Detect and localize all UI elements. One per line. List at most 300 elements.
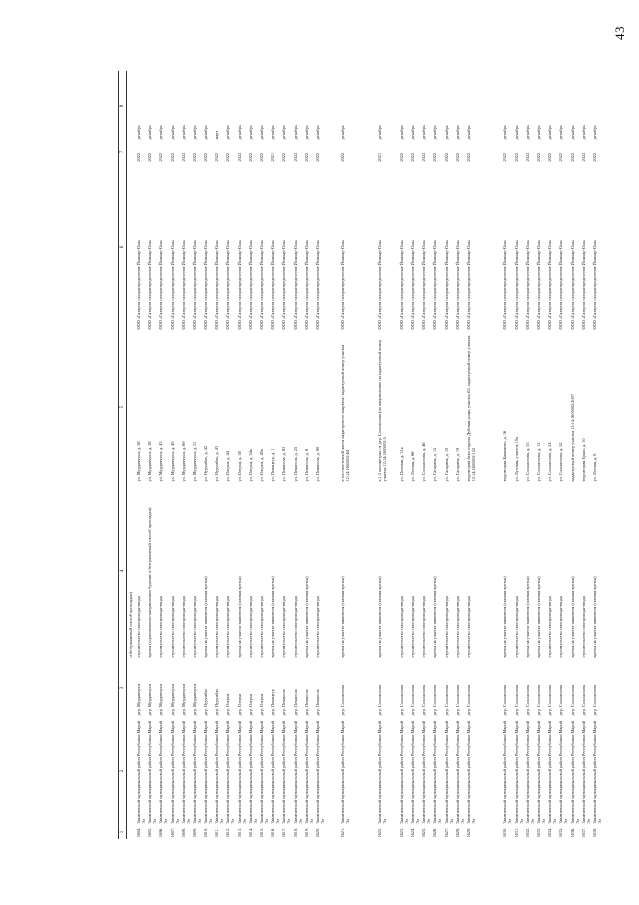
address-cell: ул. Пемасола, д. 25 — [292, 446, 298, 482]
customer-cell: ООО «Газпром газораспределение Йошкар-Ола» — [410, 239, 416, 330]
table-row — [147, 71, 158, 839]
year-cell: 2021 — [270, 152, 276, 162]
district-cell: Завитинский муниципальный район Республики Марий Эл — [502, 721, 513, 824]
year-cell: 2022 — [292, 152, 298, 162]
address-cell: ул. Озерки, д. 54а — [247, 449, 253, 482]
customer-cell: ООО «Газпром газораспределение Йошкар-Ола» — [443, 239, 449, 330]
district-cell: Завитинский муниципальный район Республики Марий Эл — [180, 721, 191, 824]
customer-cell: ООО «Газпром газораспределение Йошкар-Ола» — [314, 239, 320, 330]
year-cell: 2022 — [535, 152, 541, 162]
table-row — [203, 71, 214, 839]
customer-cell: ООО «Газпром газораспределение Йошкар-Ола» — [236, 239, 242, 330]
period-cell: декабрь — [513, 125, 519, 140]
row-number: 1615. — [259, 827, 265, 838]
table-row — [569, 71, 580, 839]
year-cell: 2022 — [443, 152, 449, 162]
address-cell: ул. Мурданчуки, д. 58 — [135, 441, 141, 482]
address-cell: территория Ерши, д. 10 — [580, 438, 586, 482]
locality-cell: дер. Озерки — [236, 693, 242, 716]
row-spacer — [326, 71, 340, 839]
address-cell: ул. Сольмолова, д. 12 — [535, 442, 541, 482]
row-number: 1605. — [147, 827, 153, 838]
row-number: 1634. — [547, 827, 553, 838]
customer-cell: ООО «Газпром газораспределение Йошкар-Ола» — [502, 239, 508, 330]
column-header: 1 — [119, 825, 127, 839]
locality-cell: дер. Мурданчуки — [135, 684, 141, 716]
address-cell: ул. Нурумбал, д. 42 — [203, 446, 209, 482]
customer-cell: ООО «Газпром газораспределение Йошкар-Ола» — [591, 239, 597, 330]
work-type-cell: врезка на участке заявителя (газовая врезка) — [376, 576, 382, 658]
table-row — [465, 71, 487, 839]
gas-connection-registry-table — [118, 71, 603, 839]
year-cell: 2022 — [454, 152, 460, 162]
address-cell: ул. Лесная, д. 66 — [410, 451, 416, 482]
table-row — [432, 71, 443, 839]
address-cell: ул. Лесная, д. 8 — [591, 453, 597, 482]
row-number: 1629. — [466, 827, 472, 838]
customer-cell: ООО «Газпром газораспределение Йошкар-Ола» — [180, 239, 186, 330]
column-header: 6 — [119, 163, 127, 331]
locality-cell: дер. Озерки — [247, 693, 253, 716]
work-type-cell: строительство газопровода-ввода — [135, 596, 141, 658]
table-row — [258, 71, 269, 839]
year-cell: 2022 — [236, 152, 242, 162]
period-cell: декабрь — [147, 125, 153, 140]
locality-cell: дер. Озерки — [259, 693, 265, 716]
address-cell: в 1,3 километрах от дер. Сольмолова (по направлению на кадастровый номер участка 12:14:1605002:5 — [376, 339, 387, 482]
row-number: 1633. — [535, 827, 541, 838]
address-cell: ул. Мурданчуки, д. 51 — [191, 441, 197, 482]
locality-cell: дер. Мурданчуки — [147, 684, 153, 716]
table-row — [443, 71, 454, 839]
locality-cell: дер. Пемацтур — [270, 689, 276, 716]
customer-cell: ООО «Газпром газораспределение Йошкар-Ола» — [281, 239, 287, 330]
year-cell: 2022 — [247, 152, 253, 162]
row-number: 1624. — [410, 827, 416, 838]
locality-cell: дер. Сольмолова — [591, 685, 597, 716]
year-cell: 2022 — [421, 152, 427, 162]
locality-cell: дер. Сольмолова — [558, 685, 564, 716]
locality-cell: дер. Мурданчуки — [169, 684, 175, 716]
continued-fragment-row — [127, 71, 136, 839]
work-type-cell: строительство газопровода-ввода — [513, 596, 519, 658]
row-number: 1638. — [591, 827, 597, 838]
customer-cell: ООО «Газпром газораспределение Йошкар-Ола» — [292, 239, 298, 330]
customer-cell: ООО «Газпром газораспределение Йошкар-Ола» — [191, 239, 197, 330]
period-cell: декабрь — [292, 125, 298, 140]
address-cell: ул. Мурданчуки, д. 43 — [158, 441, 164, 482]
locality-cell: дер. Сольмолова — [513, 685, 519, 716]
period-cell: декабрь — [432, 125, 438, 140]
customer-cell: ООО «Газпром газораспределение Йошкар-Ола» — [580, 239, 586, 330]
year-cell: 2022 — [432, 152, 438, 162]
customer-cell: ООО «Газпром газораспределение Йошкар-Ола» — [247, 239, 253, 330]
district-cell: Завитинский муниципальный район Республики Марий Эл — [443, 721, 454, 824]
year-cell: 2022 — [180, 152, 186, 162]
year-cell: 2022 — [203, 152, 209, 162]
address-cell: ул. Озерки, д. 58 — [236, 451, 242, 482]
district-cell: Завитинский муниципальный район Республики Марий Эл — [524, 721, 535, 824]
period-cell: декабрь — [398, 125, 404, 140]
work-type-cell: строительство газопровода-ввода — [225, 596, 231, 658]
year-cell: 2022 — [303, 152, 309, 162]
address-cell: ул. Озерки, д. 44 — [225, 451, 231, 482]
table-row — [421, 71, 432, 839]
year-cell: 2022 — [558, 152, 564, 162]
table-row — [398, 71, 409, 839]
work-type-cell: строительство газопровода-ввода — [558, 596, 564, 658]
district-cell: Завитинский муниципальный район Республики Марий Эл — [259, 721, 270, 824]
address-cell: ул. Пемасола, д. 83 — [281, 446, 287, 482]
period-cell: декабрь — [281, 125, 287, 140]
district-cell: Завитинский муниципальный район Республики Марий Эл — [292, 721, 303, 824]
address-cell: ул. Сольмолова, д. 46 — [421, 442, 427, 482]
work-type-cell: строительство газопровода-ввода — [580, 596, 586, 658]
district-cell: Завитинский муниципальный район Республики Марий Эл — [410, 721, 421, 824]
table-row — [535, 71, 546, 839]
district-cell: Завитинский муниципальный район Республики Марий Эл — [535, 721, 546, 824]
row-number: 1620. — [314, 827, 320, 838]
table-row — [236, 71, 247, 839]
address-cell: ул. Нурумбал, д. 43 — [214, 446, 220, 482]
work-type-cell: строительство газопровода-ввода — [169, 596, 175, 658]
period-cell: декабрь — [236, 125, 242, 140]
district-cell: Завитинский муниципальный район Республики Марий Эл — [580, 721, 591, 824]
address-cell: ул. Пемацтур, д. 1 — [270, 448, 276, 482]
customer-cell: ООО «Газпром газораспределение Йошкар-Ола» — [340, 239, 346, 330]
table-row — [547, 71, 558, 839]
column-numbers-row — [119, 71, 127, 839]
customer-cell: ООО «Газпром газораспределение Йошкар-Ола» — [432, 239, 438, 330]
period-cell: декабрь — [524, 125, 530, 140]
row-number: 1606. — [158, 827, 164, 838]
year-cell: 2022 — [502, 152, 508, 162]
year-cell: 2022 — [547, 152, 553, 162]
locality-cell: дер. Сольмолова — [421, 685, 427, 716]
period-cell: декабрь — [558, 125, 564, 140]
period-cell: март — [214, 130, 220, 140]
table-row — [225, 71, 236, 839]
year-cell: 2022 — [591, 152, 597, 162]
district-cell: Завитинский муниципальный район Республики Марий Эл — [135, 721, 146, 824]
row-number: 1621. — [340, 827, 346, 838]
customer-cell: ООО «Газпром газораспределение Йошкар-Ола» — [203, 239, 209, 330]
work-type-cell: строительство газопровода-ввода — [398, 596, 404, 658]
table-row — [169, 71, 180, 839]
address-cell: ул. Гагарина, д. 10 — [443, 447, 449, 482]
customer-cell: ООО «Газпром газораспределение Йошкар-Ола» — [158, 239, 164, 330]
period-cell: декабрь — [203, 125, 209, 140]
district-cell: Завитинский муниципальный район Республики Марий Эл — [591, 721, 602, 824]
period-cell: декабрь — [502, 125, 508, 140]
table-row — [270, 71, 281, 839]
row-number: 1618. — [292, 827, 298, 838]
continued-fragment-text: и безграншевый способ прокладки) — [127, 592, 133, 658]
locality-cell: дер. Пемасола — [292, 689, 298, 716]
customer-cell: ООО «Газпром газораспределение Йошкар-Ола» — [225, 239, 231, 330]
address-cell: ул. Озерки, д. 49а — [259, 449, 265, 482]
row-number: 1626. — [432, 827, 438, 838]
district-cell: Завитинский муниципальный район Республики Марий Эл — [569, 721, 580, 824]
locality-cell: дер. Сольмолова — [524, 685, 530, 716]
period-cell: декабрь — [443, 125, 449, 140]
period-cell: декабрь — [158, 125, 164, 140]
district-cell: Завитинский муниципальный район Республики Марий Эл — [236, 721, 247, 824]
locality-cell: дер. Нурумбал — [203, 688, 209, 716]
district-cell: Завитинский муниципальный район Республики Марий Эл — [432, 721, 443, 824]
table-row — [558, 71, 569, 839]
district-cell: Завитинский муниципальный район Республики Марий Эл — [225, 721, 236, 824]
address-cell: ул. Мурданчуки, д. 69 — [180, 441, 186, 482]
table-row — [180, 71, 191, 839]
column-header: 2 — [119, 717, 127, 825]
period-cell: декабрь — [466, 125, 472, 140]
customer-cell: ООО «Газпром газораспределение Йошкар-Ола» — [466, 239, 472, 330]
district-cell: Завитинский муниципальный район Республики Марий Эл — [147, 721, 158, 824]
table-row — [376, 71, 398, 839]
locality-cell: дер. Нурумбал — [214, 688, 220, 716]
customer-cell: ООО «Газпром газораспределение Йошкар-Ола» — [135, 239, 141, 330]
table-body — [127, 71, 603, 839]
customer-cell: ООО «Газпром газораспределение Йошкар-Ола» — [259, 239, 265, 330]
address-cell: ул. Полевая, д. 31а — [398, 447, 404, 482]
row-number: 1610. — [203, 827, 209, 838]
row-number: 1623. — [398, 827, 404, 838]
work-type-cell: врезка на участке заявителя (газовая врезка) — [203, 576, 209, 658]
district-cell: Завитинский муниципальный район Республики Марий Эл — [558, 721, 569, 824]
locality-cell: дер. Сольмолова — [443, 685, 449, 716]
customer-cell: ООО «Газпром газораспределение Йошкар-Ола» — [569, 239, 575, 330]
year-cell: 2022 — [135, 152, 141, 162]
work-type-cell: врезка на участке заявителя (газовая врезка) — [569, 576, 575, 658]
district-cell: Завитинский муниципальный район Республики Марий Эл — [214, 721, 225, 824]
district-cell: Завитинский муниципальный район Республики Марий Эл — [281, 721, 292, 824]
column-header: 7 — [119, 141, 127, 163]
row-number: 1630. — [502, 827, 508, 838]
table-row — [502, 71, 513, 839]
locality-cell: дер. Пемасола — [303, 689, 309, 716]
period-cell: декабрь — [421, 125, 427, 140]
row-number: 1619. — [303, 827, 309, 838]
period-cell: декабрь — [259, 125, 265, 140]
row-spacer — [362, 71, 376, 839]
locality-cell: дер. Озерки — [225, 693, 231, 716]
customer-cell: ООО «Газпром газораспределение Йошкар-Ола» — [303, 239, 309, 330]
period-cell: декабрь — [454, 125, 460, 140]
work-type-cell: врезка на участке заявителя (газовая врезка) — [303, 576, 309, 658]
table-row — [524, 71, 535, 839]
row-number: 1627. — [443, 827, 449, 838]
period-cell: декабрь — [591, 125, 597, 140]
row-number: 1609. — [191, 827, 197, 838]
year-cell: 2022 — [158, 152, 164, 162]
work-type-cell: строительство газопровода-ввода — [281, 596, 287, 658]
district-cell: Завитинский муниципальный район Республики Марий Эл — [398, 721, 409, 824]
period-cell: декабрь — [340, 125, 346, 140]
period-cell: декабрь — [135, 125, 141, 140]
work-type-cell: врезка на участке заявителя (газовая врезка) — [432, 576, 438, 658]
district-cell: Завитинский муниципальный район Республики Марий Эл — [191, 721, 202, 824]
table-row — [135, 71, 146, 839]
address-cell: ул. Мурданчуки, д. 58 — [147, 441, 153, 482]
period-cell: декабрь — [247, 125, 253, 140]
year-cell: 2022 — [214, 152, 220, 162]
locality-cell: дер. Сольмолова — [454, 685, 460, 716]
address-cell: территория Кашкаево, д. 16 — [502, 430, 508, 482]
address-cell: ул. Сольмолова, д. 53 — [524, 442, 530, 482]
work-type-cell: строительство газопровода-ввода — [247, 596, 253, 658]
year-cell: 2022 — [314, 152, 320, 162]
locality-cell: дер. Пемасола — [314, 689, 320, 716]
table-row — [303, 71, 314, 839]
district-cell: Завитинский муниципальный район Республики Марий Эл — [270, 721, 281, 824]
period-cell: декабрь — [191, 125, 197, 140]
period-cell: декабрь — [376, 125, 382, 140]
row-number: 1616. — [270, 827, 276, 838]
page-number: 43 — [612, 26, 627, 40]
customer-cell: ООО «Газпром газораспределение Йошкар-Ола» — [147, 239, 153, 330]
work-type-cell: строительство газопровода-ввода — [410, 596, 416, 658]
locality-cell: дер. Сольмолова — [410, 685, 416, 716]
year-cell: 2022 — [410, 152, 416, 162]
work-type-cell: строительство газопровода-ввода — [158, 596, 164, 658]
work-type-cell: строительство газопровода-ввода — [454, 596, 460, 658]
district-cell: Завитинский муниципальный район Республики Марий Эл — [158, 721, 169, 824]
table-row — [314, 71, 325, 839]
customer-cell: ООО «Газпром газораспределение Йошкар-Ола» — [454, 239, 460, 330]
address-cell: территория базы отдыха Дубовая роща, участок 63, кадастровый номер участка 12:14:1605002:152 — [466, 335, 477, 482]
row-spacer — [488, 71, 502, 839]
year-cell: 2022 — [524, 152, 530, 162]
row-number: 1611. — [214, 827, 220, 838]
period-cell: декабрь — [535, 125, 541, 140]
customer-cell: ООО «Газпром газораспределение Йошкар-Ола» — [558, 239, 564, 330]
district-cell: Завитинский муниципальный район Республики Марий Эл — [421, 721, 432, 824]
district-cell: Завитинский муниципальный район Республики Марий Эл — [513, 721, 524, 824]
customer-cell: ООО «Газпром газораспределение Йошкар-Ола» — [513, 239, 519, 330]
table-row — [454, 71, 465, 839]
work-type-cell: строительство газопровода-ввода — [214, 596, 220, 658]
row-number: 1612. — [225, 827, 231, 838]
table-row — [591, 71, 602, 839]
work-type-cell: врезка на участке заявителя (газовая врезка) — [591, 576, 597, 658]
customer-cell: ООО «Газпром газораспределение Йошкар-Ола» — [376, 239, 382, 330]
work-type-cell: врезка на участке заявителя (газовая врезка) — [236, 576, 242, 658]
address-cell: кадастровый номер участка 12:14:1605002:2007 — [569, 394, 575, 482]
customer-cell: ООО «Газпром газораспределение Йошкар-Ола» — [421, 239, 427, 330]
column-header: 5 — [119, 331, 127, 483]
address-cell: ул. Сольмолова, д. 52 — [558, 442, 564, 482]
locality-cell: дер. Сольмолова — [569, 685, 575, 716]
row-number: 1628. — [454, 827, 460, 838]
period-cell: декабрь — [225, 125, 231, 140]
column-header: 3 — [119, 659, 127, 717]
work-type-cell: строительство газопровода-ввода — [292, 596, 298, 658]
work-type-cell: врезка на участке заявителя (газовая врезка) — [340, 576, 346, 658]
table-header — [119, 71, 127, 839]
address-cell: ул. Мурданчуки, д. 49 — [169, 441, 175, 482]
work-type-cell: строительство газопровода-ввода — [259, 596, 265, 658]
year-cell: 2022 — [580, 152, 586, 162]
year-cell: 2022 — [225, 152, 231, 162]
customer-cell: ООО «Газпром газораспределение Йошкар-Ола» — [524, 239, 530, 330]
district-cell: Завитинский муниципальный район Республики Марий Эл — [203, 721, 214, 824]
district-cell: Завитинский муниципальный район Республики Марий Эл — [169, 721, 180, 824]
address-cell: ул. Гагарина, д. 15 — [432, 447, 438, 482]
locality-cell: дер. Сольмолова — [535, 685, 541, 716]
column-header: 4 — [119, 483, 127, 659]
row-number: 1608. — [180, 827, 186, 838]
work-type-cell: строительство газопровода-ввода — [421, 596, 427, 658]
address-cell: ул. Луговая, участок 19а — [513, 437, 519, 482]
district-cell: Завитинский муниципальный район Республики Марий Эл — [547, 721, 558, 824]
work-type-cell: врезка (горизонтально-направленное бурение и безграншевый способ прокладки) — [147, 507, 153, 658]
table-row — [214, 71, 225, 839]
locality-cell: дер. Сольмолова — [502, 685, 508, 716]
address-cell: в юго-восточной части кадастрового квартала, кадастровый номер участка 12:14:1605002:64 — [340, 344, 351, 482]
work-type-cell: врезка на участке заявителя (газовая врезка) — [270, 576, 276, 658]
table-row — [513, 71, 524, 839]
district-cell: Завитинский муниципальный район Республики Марий Эл — [303, 721, 314, 824]
address-cell: ул. Пемасола, д. 80 — [314, 446, 320, 482]
customer-cell: ООО «Газпром газораспределение Йошкар-Ола» — [535, 239, 541, 330]
district-cell: Завитинский муниципальный район Республики Марий Эл — [454, 721, 465, 824]
row-number: 1632. — [524, 827, 530, 838]
customer-cell: ООО «Газпром газораспределение Йошкар-Ола» — [214, 239, 220, 330]
district-cell: Завитинский муниципальный район Республики Марий Эл — [247, 721, 258, 824]
locality-cell: дер. Сольмолова — [547, 685, 553, 716]
row-number: 1614. — [247, 827, 253, 838]
row-number: 1636. — [569, 827, 575, 838]
table-row — [340, 71, 362, 839]
table-row — [292, 71, 303, 839]
district-cell: Завитинский муниципальный район Республики Марий Эл — [466, 721, 477, 824]
year-cell: 2022 — [259, 152, 265, 162]
customer-cell: ООО «Газпром газораспределение Йошкар-Ола» — [547, 239, 553, 330]
locality-cell: дер. Сольмолова — [340, 685, 346, 716]
work-type-cell: врезка на участке заявителя (газовая врезка) — [535, 576, 541, 658]
table-row — [191, 71, 202, 839]
work-type-cell: врезка на участке заявителя (газовая врезка) — [524, 576, 530, 658]
district-cell: Завитинский муниципальный район Республики Марий Эл — [314, 721, 325, 824]
work-type-cell: строительство газопровода-ввода — [443, 596, 449, 658]
work-type-cell: строительство газопровода-ввода — [180, 596, 186, 658]
year-cell: 2022 — [281, 152, 287, 162]
work-type-cell: строительство газопровода-ввода — [547, 596, 553, 658]
year-cell: 2022 — [191, 152, 197, 162]
customer-cell: ООО «Газпром газораспределение Йошкар-Ола» — [169, 239, 175, 330]
period-cell: декабрь — [180, 125, 186, 140]
customer-cell: ООО «Газпром газораспределение Йошкар-Ола» — [398, 239, 404, 330]
locality-cell: дер. Пемасола — [281, 689, 287, 716]
row-number: 1631. — [513, 827, 519, 838]
row-number: 1617. — [281, 827, 287, 838]
locality-cell: дер. Мурданчуки — [158, 684, 164, 716]
table-row — [281, 71, 292, 839]
row-number: 1607. — [169, 827, 175, 838]
table-row — [410, 71, 421, 839]
table-row — [247, 71, 258, 839]
locality-cell: дер. Мурданчуки — [191, 684, 197, 716]
period-cell: декабрь — [169, 125, 175, 140]
locality-cell: дер. Сольмолова — [376, 685, 382, 716]
row-number: 1625. — [421, 827, 427, 838]
district-cell: Завитинский муниципальный район Республики Марий Эл — [340, 721, 351, 824]
period-cell: декабрь — [314, 125, 320, 140]
locality-cell: дер. Сольмолова — [398, 685, 404, 716]
locality-cell: дер. Сольмолова — [432, 685, 438, 716]
work-type-cell: врезка на участке заявителя (газовая врезка) — [502, 576, 508, 658]
